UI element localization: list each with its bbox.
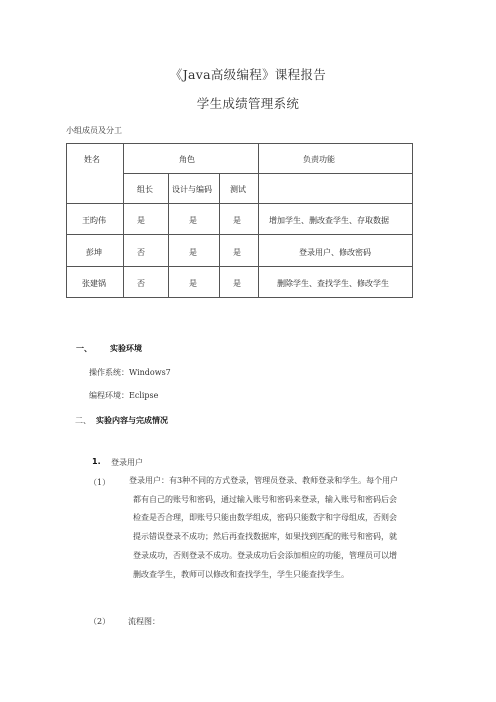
table-line: [123, 144, 124, 298]
table-line: [258, 144, 259, 298]
para1-line: 登录成功，否则登录不成功。登录成功后会添加相应的功能，管理员可以增: [133, 550, 397, 560]
para1-line: 检查是否合理，即账号只能由数学组成，密码只能数字和字母组成，否则会: [133, 513, 397, 523]
section1-number: 一、: [76, 343, 92, 353]
env-ide: 编程环境：Eclipse: [89, 391, 159, 400]
para2-text: 流程图：: [128, 617, 160, 626]
table-line: [123, 173, 413, 174]
row1-test: 是: [233, 216, 241, 225]
row1-design: 是: [189, 216, 197, 225]
table-line: [168, 173, 169, 298]
row1-name: 王昀伟: [82, 216, 106, 225]
item1-number: 1.: [92, 457, 101, 466]
row3-design: 是: [189, 279, 197, 288]
members-table: [66, 143, 413, 298]
row3-test: 是: [233, 279, 241, 288]
row1-leader: 是: [137, 216, 145, 225]
row2-leader: 否: [137, 248, 145, 257]
para1-line: 登录用户：有3种不同的方式登录，管理员登录、教师登录和学生。每个用户: [129, 476, 399, 485]
item1-heading: 登录用户: [111, 458, 143, 467]
row2-duty: 登录用户、修改密码: [299, 248, 371, 257]
row3-name: 张建锅: [82, 279, 106, 288]
report-subtitle: 学生成绩管理系统: [196, 96, 300, 111]
section1-heading: 实验环境: [110, 343, 142, 353]
table-line: [67, 203, 413, 204]
section2-heading: 实验内容与完成情况: [96, 415, 168, 425]
env-os: 操作系统：Windows7: [89, 368, 171, 377]
subheader-leader: 组长: [137, 185, 153, 194]
row1-duty: 增加学生、删改查学生、存取数据: [269, 216, 389, 225]
header-name: 姓名: [84, 155, 100, 164]
row2-design: 是: [189, 248, 197, 257]
para1-line: 提示错误登录不成功；然后再查找数据库，如果找到匹配的账号和密码，就: [133, 532, 397, 542]
subheader-design: 设计与编码: [172, 185, 212, 194]
para1-line: 删改查学生，教师可以修改和查找学生，学生只能查找学生。: [133, 569, 349, 579]
table-line: [67, 234, 413, 235]
row3-leader: 否: [137, 279, 145, 288]
para2-number: （2）: [89, 617, 111, 626]
para1-line: 都有自己的账号和密码，通过输入账号和密码来登录，输入账号和密码后会: [133, 494, 397, 504]
header-role: 角色: [179, 155, 195, 164]
header-duty: 负责功能: [303, 155, 335, 164]
row2-test: 是: [233, 248, 241, 257]
table-line: [219, 173, 220, 298]
section2-number: 二、: [75, 416, 91, 425]
report-title: 《Java高级编程》课程报告: [169, 67, 327, 82]
table-line: [67, 266, 413, 267]
row2-name: 彭坤: [86, 248, 102, 257]
subheader-test: 测试: [230, 185, 246, 194]
para1-body: [127, 472, 398, 584]
members-label: 小组成员及分工: [66, 126, 122, 135]
para1-number: （1）: [89, 478, 111, 487]
row3-duty: 删除学生、查找学生、修改学生: [277, 279, 389, 288]
